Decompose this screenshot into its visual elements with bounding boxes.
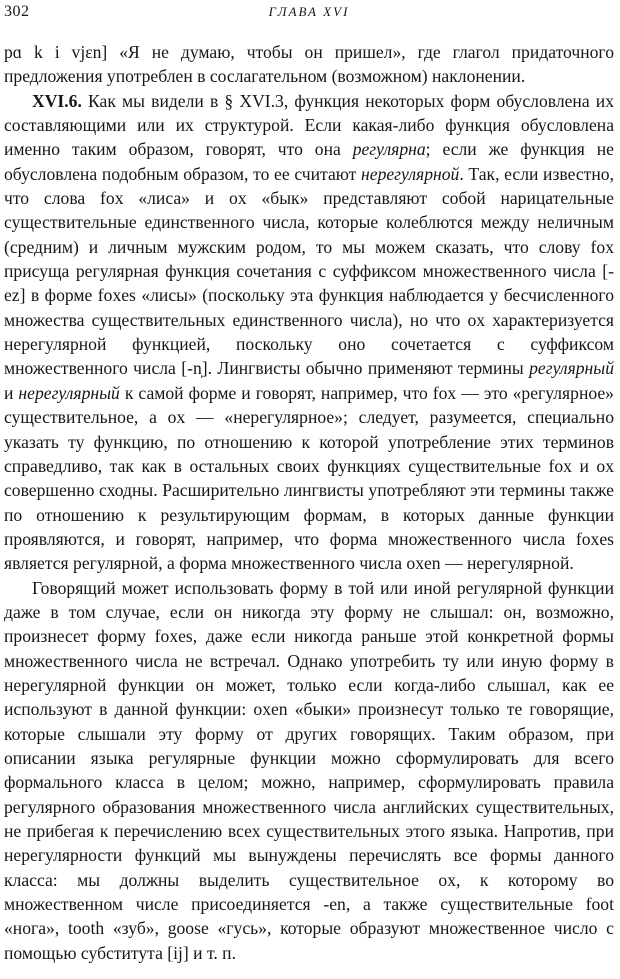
term-italic: регулярна [352,139,426,160]
text-segment: pɑ k i vjɛn] «Я не думаю, чтобы он пришел», где глагол придаточного предложения употреблен в сослагательном (возможном) наклонении. [4,42,614,87]
term-italic: нерегулярной [361,163,460,184]
text-segment: ; если же функция не обусловлена подобным образом, то ее считают [4,139,614,184]
running-head: ГЛАВА XVI [268,4,350,19]
text-segment: Говорящий может использовать форму в той или иной регулярной функции даже в том случае, если он никогда эту форму не слышал: он, возможно, произнесет форму foxes, даже если никогда раньше этой конкретной формы множественного числа не встречал. Однако употребить ту или иную форму в нерегулярной функции он может, только если когда-либо слышал, как ее используют в данной функции: oxen «быки» произнесут только те говорящие, которые слышали эту форму от других говорящих. Таким образом, при описании языка регулярные функции можно сформулировать для всего формального класса в целом; можно, например, сформулировать правила регулярного образования множественного числа английских существительных, не прибегая к перечислению всех существительных этого языка. Напротив, при нерегулярности функций мы вынуждены перечислять все формы данного класса: мы должны выделить существительное ox, к которому во множественном числе присоединяется -en, а также существительные foot «нога», tooth «зуб», goose «гусь», которые образуют множественное число с помощью субститута [ij] и т. п. [4,577,614,963]
section-number: XVI.6. [32,90,82,111]
term-italic: нерегулярный [18,382,120,403]
text-segment: Как мы видели в § XVI.3, функция некоторых форм обусловлена их составляющими или их структурой. Если какая-либо функция обусловлена именно таким образом, говорят, что она [4,90,614,160]
page-number: 302 [4,3,30,20]
page-header [4,3,614,23]
paragraph-regular-functions [4,576,614,966]
text-segment: к самой форме и говорят, например, что fox — это «регулярное» существительное, а ox — «нерегулярное»; следует, разумеется, специально указать ту функцию, по отношению к которой употребление этих терминов справедливо, так как в остальных своих функциях существительные fox и ox совершенно сходны. Расширительно лингвисты употребляют эти термины также по отношению к результирующим формам, в которых данные функции проявляются, и говорят, например, что форма множественного числа foxes является регулярной, а форма множественного числа oxen — нерегулярной. [4,382,614,574]
term-italic: регулярный [529,358,614,379]
body-text [4,40,614,965]
text-segment: . Так, если известно, что слова fox «лиса» и ox «бык» представляют собой нарицательные существительные единственного числа, которые колеблются между неличным (средним) и личным мужским родом, то мы можем сказать, что слову fox присуща регулярная функция сочетания с суффиксом множественного числа [-ez] в форме foxes «лисы» (поскольку эта функция наблюдается у бесчисленного множества существительных единственного числа), но что ox характеризуется нерегулярной функцией, поскольку оно сочетается с суффиксом множественного числа [-n̩]. Лингвисты обычно применяют термины [4,163,614,379]
text-segment: и [4,382,19,403]
paragraph-continuation [4,40,614,89]
paragraph-section-xvi-6 [4,89,614,576]
